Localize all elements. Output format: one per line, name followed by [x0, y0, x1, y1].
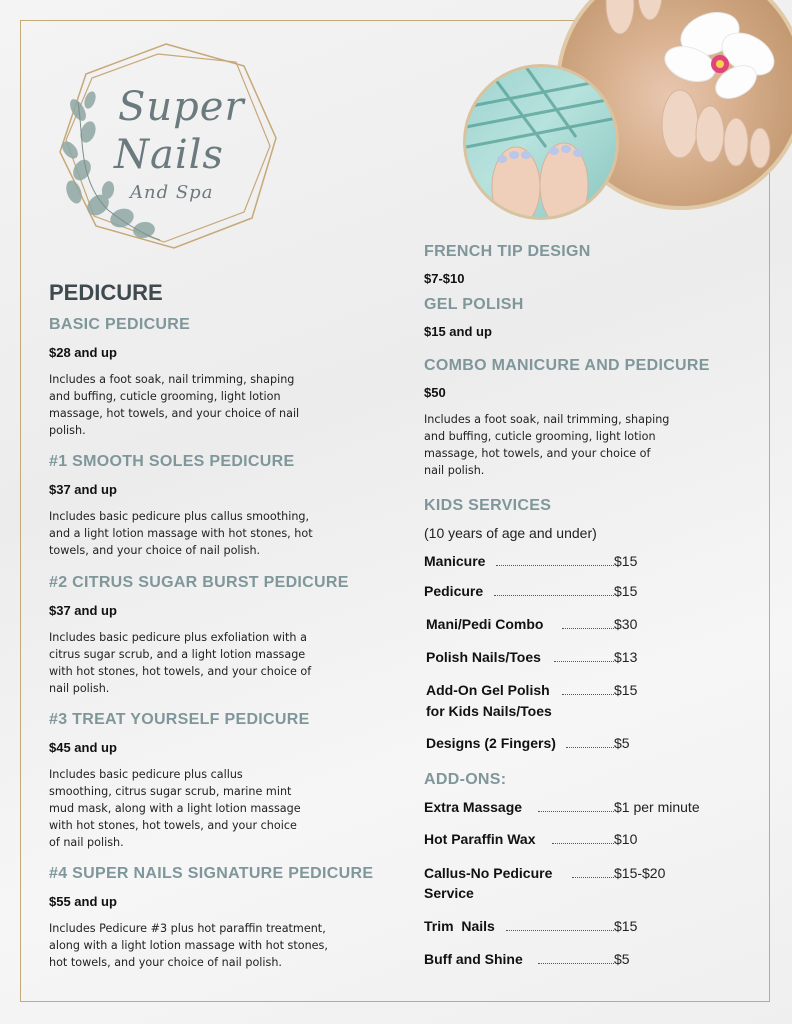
desc-line: nail polish. — [424, 464, 485, 477]
desc-line: Includes a foot soak, nail trimming, shaping — [424, 413, 670, 426]
combo-price: $50 — [424, 385, 446, 400]
french-tip-title: FRENCH TIP DESIGN — [424, 243, 591, 260]
page-title: PEDICURE — [49, 280, 163, 305]
desc-line: massage, hot towels, and your choice of nail — [49, 407, 300, 420]
service-title: #3 TREAT YOURSELF PEDICURE — [49, 711, 310, 728]
item-name: Trim Nails — [424, 918, 495, 934]
french-tip-price: $7-$10 — [424, 271, 465, 286]
kids-age-note: (10 years of age and under) — [424, 525, 597, 541]
desc-line: Includes basic pedicure plus callus smoothing, — [49, 510, 310, 523]
item-name: Callus-No Pedicure — [424, 865, 553, 881]
leader-dots — [552, 843, 614, 844]
desc-line: along with a light lotion massage with hot stones, — [49, 939, 328, 952]
gel-polish-price: $15 and up — [424, 324, 492, 339]
item-price: $10 — [614, 831, 638, 847]
service-price: $45 and up — [49, 740, 117, 755]
logo-text-super: Super — [118, 84, 245, 130]
leader-dots — [572, 877, 614, 878]
item-price: $5 — [614, 951, 630, 967]
logo-text-and-spa: And Spa — [130, 182, 214, 203]
item-name: Designs (2 Fingers) — [426, 735, 556, 751]
item-price: $13 — [614, 649, 638, 665]
item-name: Mani/Pedi Combo — [426, 616, 544, 632]
item-name: Buff and Shine — [424, 951, 523, 967]
extras-list — [424, 243, 744, 479]
leader-dots — [506, 930, 614, 931]
desc-line: and a light lotion massage with hot stones, hot — [49, 527, 313, 540]
item-price: $15 — [614, 918, 638, 934]
service-price: $28 and up — [49, 345, 117, 360]
item-name: Manicure — [424, 553, 486, 569]
kids-services-title: KIDS SERVICES — [424, 497, 552, 514]
item-name: Pedicure — [424, 583, 484, 599]
desc-line: with hot stones, hot towels, and your choice — [49, 819, 297, 832]
leader-dots — [554, 661, 614, 662]
logo-text-nails: Nails — [114, 132, 224, 178]
desc-line: hot towels, and your choice of nail polish. — [49, 956, 282, 969]
item-name: Add-On Gel Polish — [426, 682, 550, 698]
item-price: $1 per minute — [614, 799, 700, 815]
item-price: $15 — [614, 583, 638, 599]
leader-dots — [562, 628, 614, 629]
item-name: Hot Paraffin Wax — [424, 831, 536, 847]
item-name: Polish Nails/Toes — [426, 649, 541, 665]
add-ons-title: ADD-ONS: — [424, 771, 507, 788]
desc-line: nail polish. — [49, 682, 110, 695]
service-title: #2 CITRUS SUGAR BURST PEDICURE — [49, 574, 349, 591]
addon-callus-no-pedicure — [424, 865, 724, 905]
item-name-line2: Service — [424, 885, 474, 901]
item-price: $15 — [614, 682, 638, 698]
service-basic — [49, 316, 379, 439]
item-price: $5 — [614, 735, 630, 751]
desc-line: and buffing, cuticle grooming, light lotion — [424, 430, 656, 443]
feet-on-palm-leaf-photo — [463, 64, 619, 220]
service-price: $55 and up — [49, 894, 117, 909]
service-title: #1 SMOOTH SOLES PEDICURE — [49, 453, 295, 470]
service-signature — [49, 865, 379, 971]
desc-line: with hot stones, hot towels, and your choice of — [49, 665, 312, 678]
item-price: $30 — [614, 616, 638, 632]
item-price: $15 — [614, 553, 638, 569]
leader-dots — [538, 963, 614, 964]
leader-dots — [496, 565, 614, 566]
service-smooth-soles — [49, 453, 379, 559]
service-price: $37 and up — [49, 603, 117, 618]
desc-line: Includes Pedicure #3 plus hot paraffin treatment, — [49, 922, 326, 935]
gel-polish-title: GEL POLISH — [424, 296, 524, 313]
desc-line: citrus sugar scrub, and a light lotion massage — [49, 648, 306, 661]
desc-line: Includes basic pedicure plus callus — [49, 768, 243, 781]
item-name: Extra Massage — [424, 799, 523, 815]
desc-line: of nail polish. — [49, 836, 124, 849]
desc-line: smoothing, citrus sugar scrub, marine mint — [49, 785, 292, 798]
desc-line: polish. — [49, 424, 86, 437]
desc-line: massage, hot towels, and your choice of — [424, 447, 651, 460]
leader-dots — [562, 694, 614, 695]
desc-line: Includes basic pedicure plus exfoliation with a — [49, 631, 307, 644]
desc-line: mud mask, along with a light lotion massage — [49, 802, 301, 815]
super-nails-logo — [48, 40, 280, 252]
service-citrus-sugar — [49, 574, 379, 697]
leader-dots — [494, 595, 614, 596]
desc-line: Includes a foot soak, nail trimming, shaping — [49, 373, 295, 386]
service-price: $37 and up — [49, 482, 117, 497]
combo-title: COMBO MANICURE AND PEDICURE — [424, 357, 710, 374]
kids-item-add-on-gel — [424, 682, 724, 722]
service-title: BASIC PEDICURE — [49, 316, 191, 333]
item-name-line2: for Kids Nails/Toes — [426, 703, 552, 719]
desc-line: and buffing, cuticle grooming, light lotion — [49, 390, 281, 403]
leader-dots — [538, 811, 614, 812]
item-price: $15-$20 — [614, 865, 666, 881]
leader-dots — [566, 747, 614, 748]
service-treat-yourself — [49, 711, 379, 851]
service-title: #4 SUPER NAILS SIGNATURE PEDICURE — [49, 865, 374, 882]
desc-line: towels, and your choice of nail polish. — [49, 544, 261, 557]
